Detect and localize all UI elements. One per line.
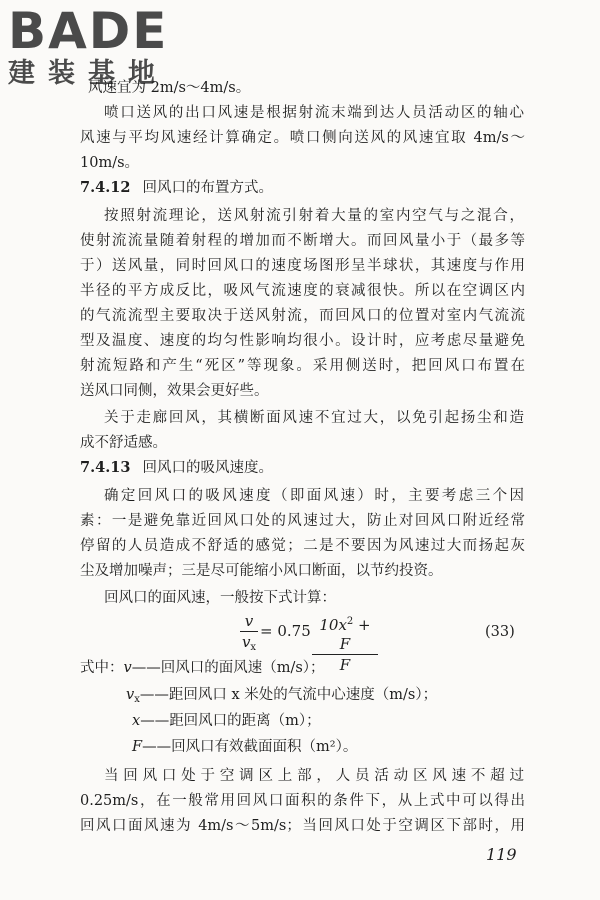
text-line: 关于走廊回风，其横断面风速不宜过大，以免引起扬尘和造 (104, 410, 524, 426)
text-line: 风速宜为 2m/s～4m/s。 (88, 80, 251, 96)
text-line: 回风口的面风速，一般按下式计算： (104, 590, 336, 606)
text-line: 按照射流理论，送风射流引射着大量的室内空气与之混合， (104, 208, 524, 224)
equation-number: (33) (485, 624, 515, 640)
lhs-numerator: v (240, 612, 258, 632)
text-line: 素：一是避免靠近回风口处的风速过大，防止对回风口附近经常 (80, 513, 525, 529)
section-title: 回风口的布置方式。 (142, 180, 273, 196)
equation-coefficient: = 0.75 (260, 622, 311, 640)
text-line: 射流短路和产生“死区”等现象。采用侧送时，把回风口布置在 (80, 358, 525, 374)
text-line: 的气流流型主要取决于送风射流，而回风口的位置对室内气流流 (80, 308, 525, 324)
text-line: 停留的人员造成不舒适的感觉；二是不要因为风速过大而扬起灰 (80, 538, 525, 554)
text-line: 风速与平均风速经计算确定。喷口侧向送风的风速宜取 4m/s～ (80, 130, 525, 146)
rhs-denominator: F (339, 656, 351, 674)
definition-line: F——回风口有效截面面积（m²）。 (132, 739, 358, 755)
section-number: 7.4.12 (80, 179, 131, 196)
definition-line: $v_x——$距回风口 x 米处的气流中心速度（m/s）； (126, 687, 438, 705)
text-line: 使射流流量随着射程的增加而不断增大。而回风量小于（最多等 (80, 233, 525, 249)
text-line: 喷口送风的出口风速是根据射流末端到达人员活动区的轴心 (104, 105, 524, 121)
lhs-denominator: $v_x$ (241, 633, 257, 653)
text-line: 型及温度、速度的均匀性影响均很小。设计时，应考虑尽量避免 (80, 333, 525, 349)
section-number: 7.4.13 (80, 459, 131, 476)
text-line: 回风口面风速为 4m/s～5m/s；当回风口处于空调区下部时，用 (80, 818, 525, 834)
equation-33 (240, 612, 380, 674)
page-number: 119 (486, 845, 517, 864)
section-heading-7-4-12 (80, 178, 273, 198)
section-heading-7-4-13 (80, 458, 273, 478)
text-line: 半径的平方成反比，吸风气流速度的衰减很快。所以在空调区内 (80, 283, 525, 299)
logo-wordmark: BADE (8, 2, 169, 60)
rhs-numerator: $10x^2 + F$ (312, 612, 378, 655)
text-line: 成不舒适感。 (80, 435, 167, 451)
text-line: 送风口同侧，效果会更好些。 (80, 383, 269, 399)
lhs-fraction (240, 612, 258, 658)
text-line: 0.25m/s，在一般常用回风口面积的条件下，从上式中可以得出 (80, 793, 525, 809)
section-title: 回风口的吸风速度。 (142, 460, 273, 476)
text-line: 10m/s。 (80, 155, 140, 171)
logo-subtitle: 建装基地 (8, 58, 168, 89)
watermark-logo (8, 4, 183, 89)
text-line: 尘及增加噪声；三是尽可能缩小风口断面，以节约投资。 (80, 563, 443, 579)
definition-line: 式中：v——回风口的面风速（m/s）； (80, 660, 325, 676)
text-line: 确定回风口的吸风速度（即面风速）时，主要考虑三个因 (104, 488, 524, 504)
text-line: 当回风口处于空调区上部，人员活动区风速不超过 (104, 768, 524, 784)
text-line: 于）送风量，同时回风口的速度场图形呈半球状，其速度与作用 (80, 258, 525, 274)
definition-line: x——距回风口的距离（m）； (132, 713, 321, 729)
